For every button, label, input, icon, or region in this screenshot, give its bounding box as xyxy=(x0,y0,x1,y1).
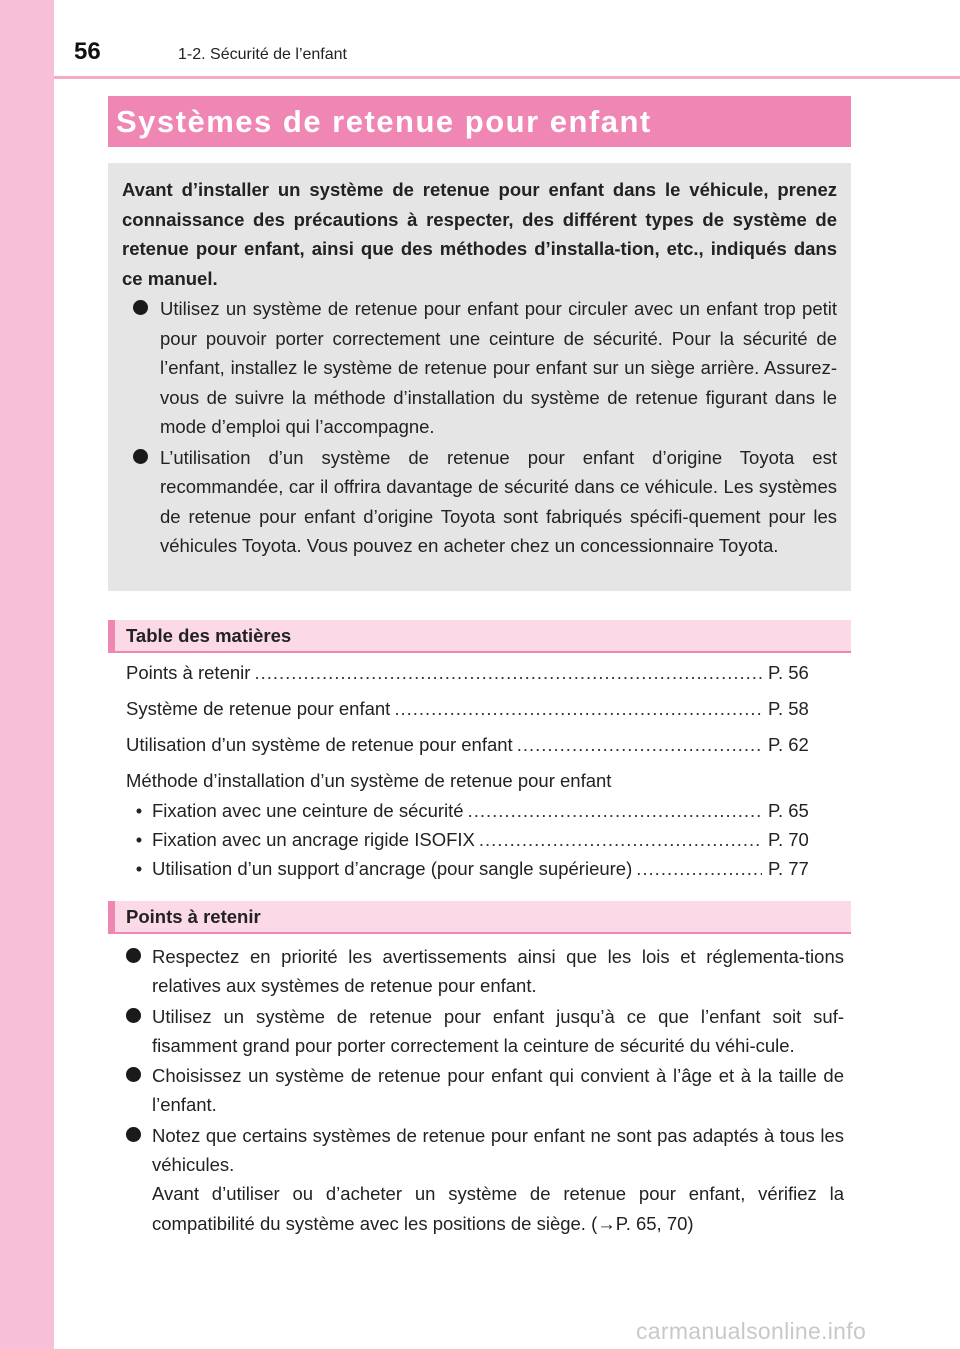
bullet-dot-icon xyxy=(133,300,148,315)
toc-leader-dots xyxy=(254,662,762,684)
toc-leader-dots xyxy=(394,698,762,720)
header-rule xyxy=(54,76,960,79)
toc-entry-text: Utilisation d’un support d’ancrage (pour sangle supérieure) xyxy=(152,858,633,879)
toc-entry-page: P. 70 xyxy=(768,829,809,850)
pink-sidebar xyxy=(0,0,54,1349)
points-heading-text: Points à retenir xyxy=(126,905,261,927)
toc-entry-text: Points à retenir xyxy=(126,662,251,683)
points-heading xyxy=(108,901,851,934)
bullet-dot-icon xyxy=(126,1127,141,1142)
toc-heading xyxy=(108,620,851,653)
toc-sub-entry[interactable] xyxy=(126,858,816,887)
page-number: 56 xyxy=(74,38,101,65)
page-title: Systèmes de retenue pour enfant xyxy=(116,103,652,139)
bullet-dot-icon xyxy=(126,1067,141,1082)
list-item-text: Choisissez un système de retenue pour enfant qui convient à l’âge et à la taille de l’enfant. xyxy=(152,1065,844,1116)
intro-bullet-text: Utilisez un système de retenue pour enfant pour circuler avec un enfant trop petit pour pouvoir porter correctement une ceinture de sécurité. Pour la sécurité de l’enfant, installez le système de retenue pour enfant sur un siège arrière. Assurez-vous de suivre la méthode d’installation du système de retenue figurant dans le mode d’emploi qui l’accompagne. xyxy=(160,298,837,437)
intro-lead: Avant d’installer un système de retenue pour enfant dans le véhicule, prenez connaissance des précautions à respecter, des différent types de système de retenue pour enfant, ainsi que des méthodes d’installa-tion, etc., indiqués dans ce manuel. xyxy=(122,179,837,289)
toc-leader-dots xyxy=(517,734,762,756)
toc-heading-text: Table des matières xyxy=(126,624,292,646)
bullet-dot-icon xyxy=(133,449,148,464)
sub-bullet-icon: • xyxy=(135,829,143,850)
toc-entry[interactable] xyxy=(126,734,816,770)
toc-entry-text: Fixation avec un ancrage rigide ISOFIX xyxy=(152,829,475,850)
watermark: carmanualsonline.info xyxy=(636,1318,867,1344)
intro-bullet xyxy=(122,294,837,442)
list-item-text: Utilisez un système de retenue pour enfant jusqu’à ce que l’enfant soit suf-fisamment grand pour porter correctement la ceinture de sécurité du véhi-cule. xyxy=(152,1005,844,1056)
list-item xyxy=(126,1002,844,1061)
list-item xyxy=(126,1061,844,1120)
toc-entry[interactable] xyxy=(126,662,816,698)
bullet-dot-icon xyxy=(126,1008,141,1023)
list-item-text: Notez que certains systèmes de retenue pour enfant ne sont pas adaptés à tous les véhicules. xyxy=(152,1124,844,1176)
list-item xyxy=(126,1121,844,1238)
title-banner xyxy=(108,96,851,147)
intro-bullets xyxy=(122,294,837,561)
toc-entry-page: P. 58 xyxy=(768,698,809,719)
toc-leader-dots xyxy=(479,829,762,851)
toc-sub-entry[interactable] xyxy=(126,800,816,829)
compatibility-note: Avant d’utiliser ou d’acheter un système de retenue pour enfant, vérifiez la compatibilité du système avec les positions de siège. (→P. 65, 70) xyxy=(152,1183,844,1234)
toc-entry-page: P. 56 xyxy=(768,662,809,683)
sub-bullet-icon: • xyxy=(135,858,143,879)
toc-entry-page: P. 62 xyxy=(768,734,809,755)
list-item xyxy=(126,942,844,1001)
toc-entry[interactable] xyxy=(126,698,816,734)
sub-bullet-icon: • xyxy=(135,800,143,821)
table-of-contents xyxy=(126,662,816,887)
toc-leader-dots xyxy=(636,858,762,880)
points-list xyxy=(126,942,844,1239)
section-label: 1-2. Sécurité de l’enfant xyxy=(178,46,347,63)
intro-bullet xyxy=(122,443,837,561)
toc-leader-dots xyxy=(468,800,762,822)
toc-entry-text: Fixation avec une ceinture de sécurité xyxy=(152,800,464,821)
intro-box xyxy=(108,163,851,591)
list-item-text: Respectez en priorité les avertissements ainsi que les lois et réglementa-tions relatives aux systèmes de retenue pour enfant. xyxy=(152,946,844,997)
toc-entry-text: Utilisation d’un système de retenue pour enfant xyxy=(126,734,513,755)
intro-bullet-text: L’utilisation d’un système de retenue pour enfant d’origine Toyota est recommandée, car il offrira davantage de sécurité dans ce véhicule. Les systèmes de retenue pour enfant d’origine Toyota sont fabriqués spécifi-quement pour les véhicules Toyota. Vous pouvez en acheter chez un concessionnaire Toyota. xyxy=(160,446,837,556)
toc-entry-page: P. 77 xyxy=(768,858,809,879)
toc-method-heading: Méthode d’installation d’un système de retenue pour enfant xyxy=(126,770,612,791)
toc-sub-entry[interactable] xyxy=(126,829,816,858)
toc-entry-page: P. 65 xyxy=(768,800,809,821)
toc-entry-text: Système de retenue pour enfant xyxy=(126,698,391,719)
bullet-dot-icon xyxy=(126,948,141,963)
